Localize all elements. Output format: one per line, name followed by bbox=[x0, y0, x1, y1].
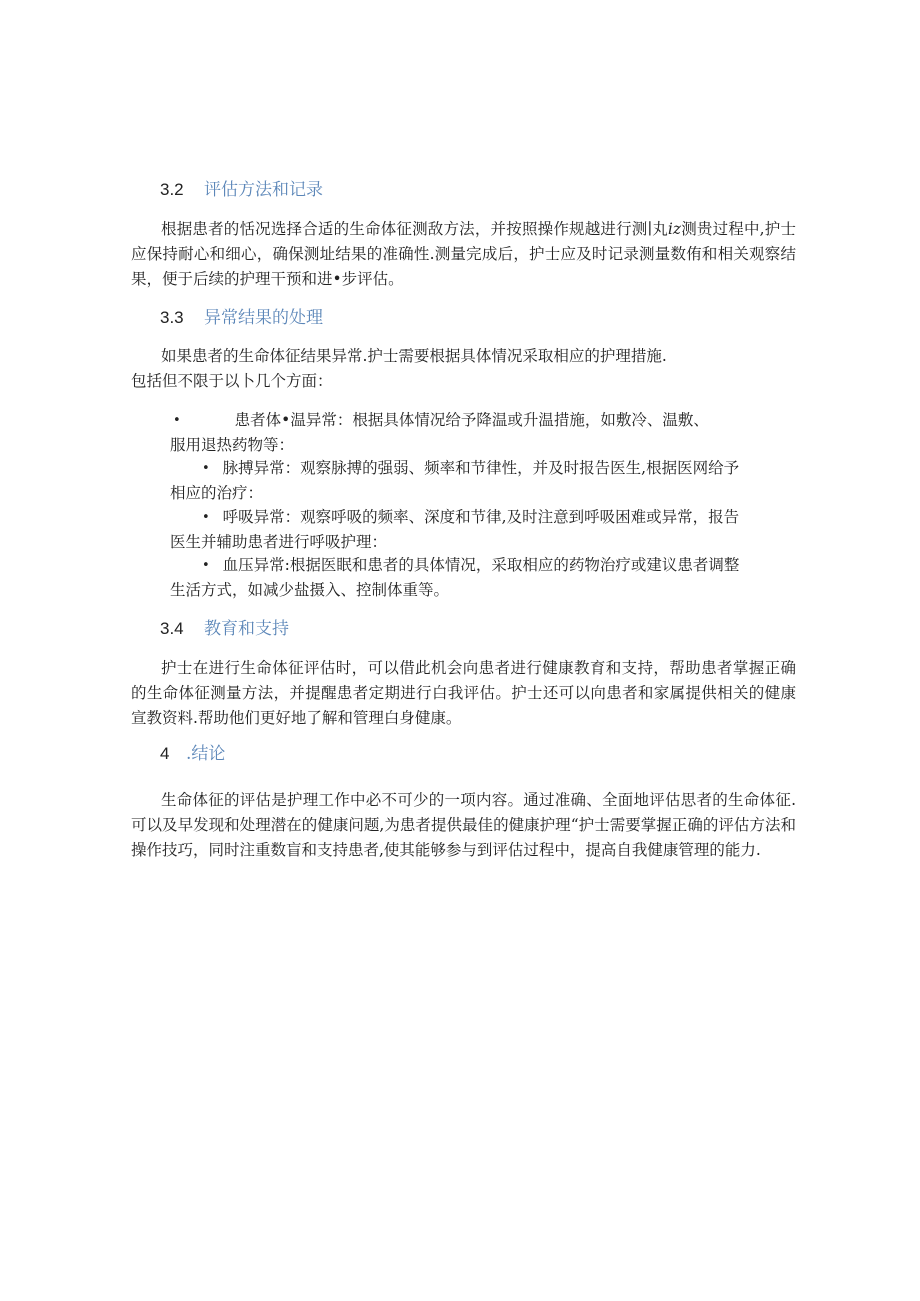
list-item-text: 患者体•温异常：根据具体情况给予降温或升温措施，如敷冷、温敷、 bbox=[234, 411, 709, 429]
list-item bbox=[170, 505, 796, 554]
section-heading-4 bbox=[160, 742, 225, 766]
intro-line: 包括但不限于以卜几个方面： bbox=[131, 372, 333, 390]
section-paragraph: 护士在进行生命体征评估时，可以借此机会向患者进行健康教育和支持，帮助患者掌握正确的生命体征测量方法，并提醒患者定期进行白我评估。护士还可以向患者和家属提供相关的健康宣教资料.帮助他们更好地了解和管理白身健康。 bbox=[131, 659, 796, 727]
section-number: 4 bbox=[160, 744, 170, 763]
intro-line: 如果患者的生命体征结果异常.护士需要根据具体情况采取相应的护理措施. bbox=[161, 347, 667, 365]
list-item-text: 服用退热药物等： bbox=[170, 436, 295, 454]
list-item-text: 呼吸异常：观察呼吸的频率、深度和节律,及时注意到呼吸困难或异常，报告 bbox=[222, 508, 740, 526]
section-paragraph: 根据患者的恬况选择合适的生命体征测敌方法，并按照操作规越进行测∣丸𝑖𝑧测贵过程中,护士应保持耐心和细心，确保测址结果的准确性.测量完成后，护士应及时记录测量数侑和相关观察结果，便于后续的护理干预和进•步评估。 bbox=[131, 220, 796, 288]
section-title: 异常结果的处理 bbox=[204, 308, 323, 328]
bullet-icon: • bbox=[202, 558, 210, 573]
bullet-icon: • bbox=[173, 413, 181, 428]
section-heading-3-2 bbox=[160, 178, 323, 202]
list-item bbox=[170, 553, 796, 602]
section-paragraph: 生命体征的评估是护理工作中必不可少的一项内容。通过准确、全面地评估思者的生命体征.可以及早发现和处理潜在的健康问题,为患者提供最佳的健康护理“护士需要掌握正确的评估方法和操作技巧，同时注重数盲和支持患者,使其能够参与到评估过程中，提高自我健康管理的能力. bbox=[131, 791, 796, 859]
section-heading-3-3 bbox=[160, 306, 323, 330]
section-title: 评估方法和记录 bbox=[204, 180, 323, 200]
list-item-text: 生活方式，如减少盐摄入、控制体重等。 bbox=[170, 581, 450, 599]
bullet-icon: • bbox=[202, 510, 210, 525]
list-item bbox=[170, 456, 796, 505]
section-number: 3.2 bbox=[160, 180, 184, 199]
section-title: 教育和支持 bbox=[204, 619, 289, 639]
list-item-text: 脉搏异常：观察脉搏的强弱、频率和节律性，并及时报告医生,根据医网给予 bbox=[222, 459, 740, 477]
list-item bbox=[170, 408, 796, 457]
section-intro bbox=[131, 344, 796, 394]
section-number: 3.3 bbox=[160, 308, 184, 327]
bullet-icon: • bbox=[202, 461, 210, 476]
list-item-text: 相应的治疗： bbox=[170, 484, 264, 502]
section-title: .结论 bbox=[186, 744, 226, 764]
section-number: 3.4 bbox=[160, 619, 184, 638]
list-item-text: 血压异常:根据医眠和患者的具体情况，采取相应的药物治疗或建议患者调整 bbox=[222, 556, 740, 574]
section-heading-3-4 bbox=[160, 617, 289, 641]
list-item-text: 医生并辅助患者进行呼吸护理： bbox=[170, 533, 388, 551]
